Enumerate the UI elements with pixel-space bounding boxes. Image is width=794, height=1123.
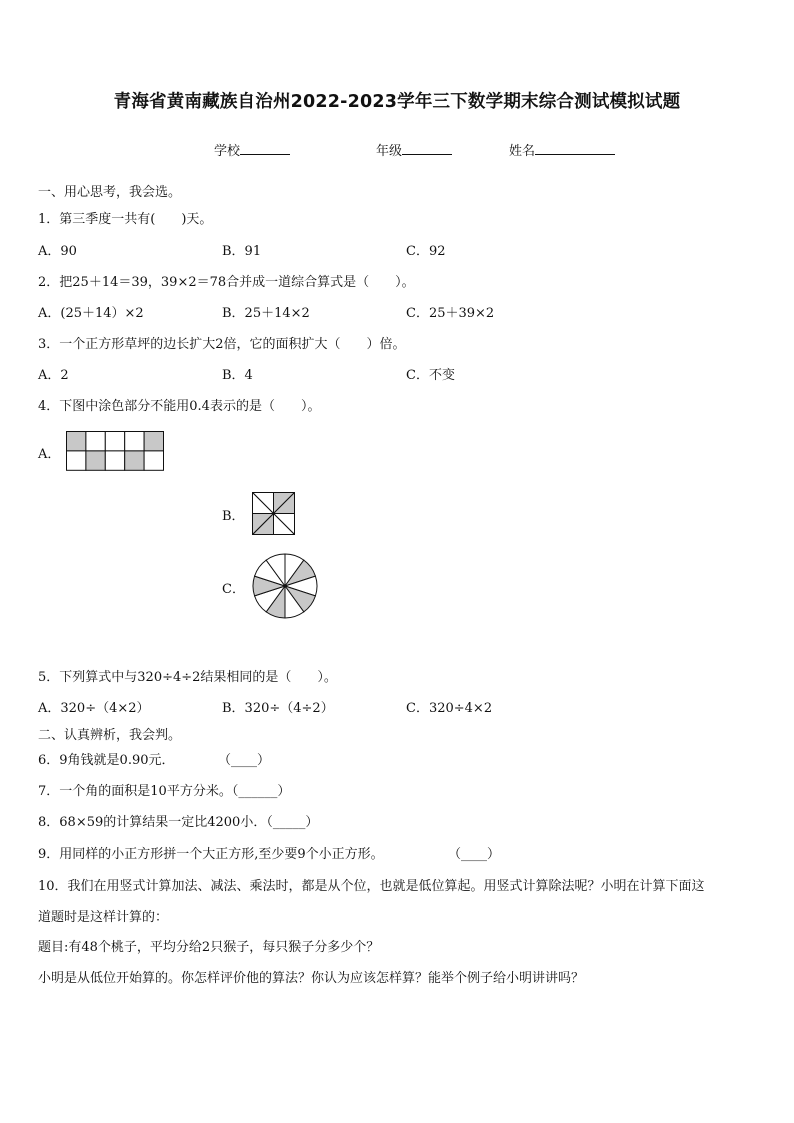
q6-stem: 6．9角钱就是0.90元． — [38, 753, 175, 768]
q5-option-a: A．320÷（4×2） — [38, 701, 150, 716]
name-blank — [535, 142, 615, 155]
grid-cell — [86, 432, 105, 451]
grid-cell — [125, 432, 144, 451]
q2-option-b: B．25＋14×2 — [222, 306, 310, 321]
q2-stem: 2．把25＋14＝39，39×2＝78合并成一道综合算式是（ ）。 — [38, 275, 415, 290]
q3-option-a: A．2 — [38, 368, 69, 383]
q4-stem: 4．下图中涂色部分不能用0.4表示的是（ ）。 — [38, 399, 321, 414]
grid-cell — [105, 432, 124, 451]
q8-stem: 8．68×59的计算结果一定比4200小．（_____） — [38, 815, 319, 830]
section-2-heading: 二、认真辨析，我会判。 — [38, 728, 182, 743]
q4-grid-figure — [66, 431, 165, 471]
q4-circle-figure — [252, 553, 318, 619]
page-title: 青海省黄南藏族自治州2022-2023学年三下数学期末综合测试模拟试题 — [113, 92, 681, 112]
grid-cell — [67, 432, 86, 451]
name-field — [509, 140, 615, 159]
q7-stem: 7．一个角的面积是10平方分米。（______） — [38, 784, 291, 799]
q1-option-b: B．91 — [222, 244, 262, 259]
q2-option-c: C．25＋39×2 — [406, 306, 495, 321]
q5-option-b: B．320÷（4÷2） — [222, 701, 334, 716]
grid-cell — [105, 451, 124, 470]
q10-line-2: 道题时是这样计算的： — [38, 910, 169, 925]
q3-option-c: C．不变 — [406, 368, 455, 383]
q3-stem: 3．一个正方形草坪的边长扩大2倍，它的面积扩大（ ）倍。 — [38, 337, 406, 352]
q1-option-a: A．90 — [38, 244, 77, 259]
name-label: 姓名 — [509, 144, 536, 159]
q2-option-a: A．(25＋14）×2 — [38, 306, 144, 321]
q5-stem: 5．下列算式中与320÷4÷2结果相同的是（ ）。 — [38, 670, 337, 685]
grade-blank — [402, 142, 452, 155]
q4-square-figure — [252, 492, 295, 535]
q10-line-4: 小明是从低位开始算的。你怎样评价他的算法？你认为应该怎样算？能举个例子给小明讲讲吗？ — [38, 971, 585, 986]
q9-answer-blank: （____） — [448, 847, 501, 862]
q6-answer-blank: （____） — [218, 753, 271, 768]
grid-cell — [144, 451, 163, 470]
school-field — [214, 140, 290, 159]
q4-option-c-label: C． — [222, 582, 245, 597]
q4-option-b-label: B． — [222, 509, 245, 524]
q5-option-c: C．320÷4×2 — [406, 701, 493, 716]
grid-cell — [144, 432, 163, 451]
school-label: 学校 — [214, 144, 241, 159]
q10-line-3: 题目:有48个桃子，平均分给2只猴子，每只猴子分多少个？ — [38, 940, 380, 955]
q4-option-a-label: A． — [38, 447, 61, 462]
q9-stem: 9．用同样的小正方形拼一个大正方形,至少要9个小正方形。 — [38, 847, 384, 862]
grade-label: 年级 — [376, 144, 403, 159]
grid-cell — [125, 451, 144, 470]
q1-option-c: C．92 — [406, 244, 446, 259]
section-1-heading: 一、用心思考，我会选。 — [38, 185, 182, 200]
grid-cell — [86, 451, 105, 470]
school-blank — [240, 142, 290, 155]
q3-option-b: B．4 — [222, 368, 253, 383]
q10-line-1: 10．我们在用竖式计算加法、减法、乘法时，都是从个位，也就是低位算起。用竖式计算除法呢？小明在计算下面这 — [38, 879, 705, 894]
q1-stem: 1．第三季度一共有( )天。 — [38, 212, 213, 227]
grade-field — [376, 140, 452, 159]
grid-cell — [67, 451, 86, 470]
